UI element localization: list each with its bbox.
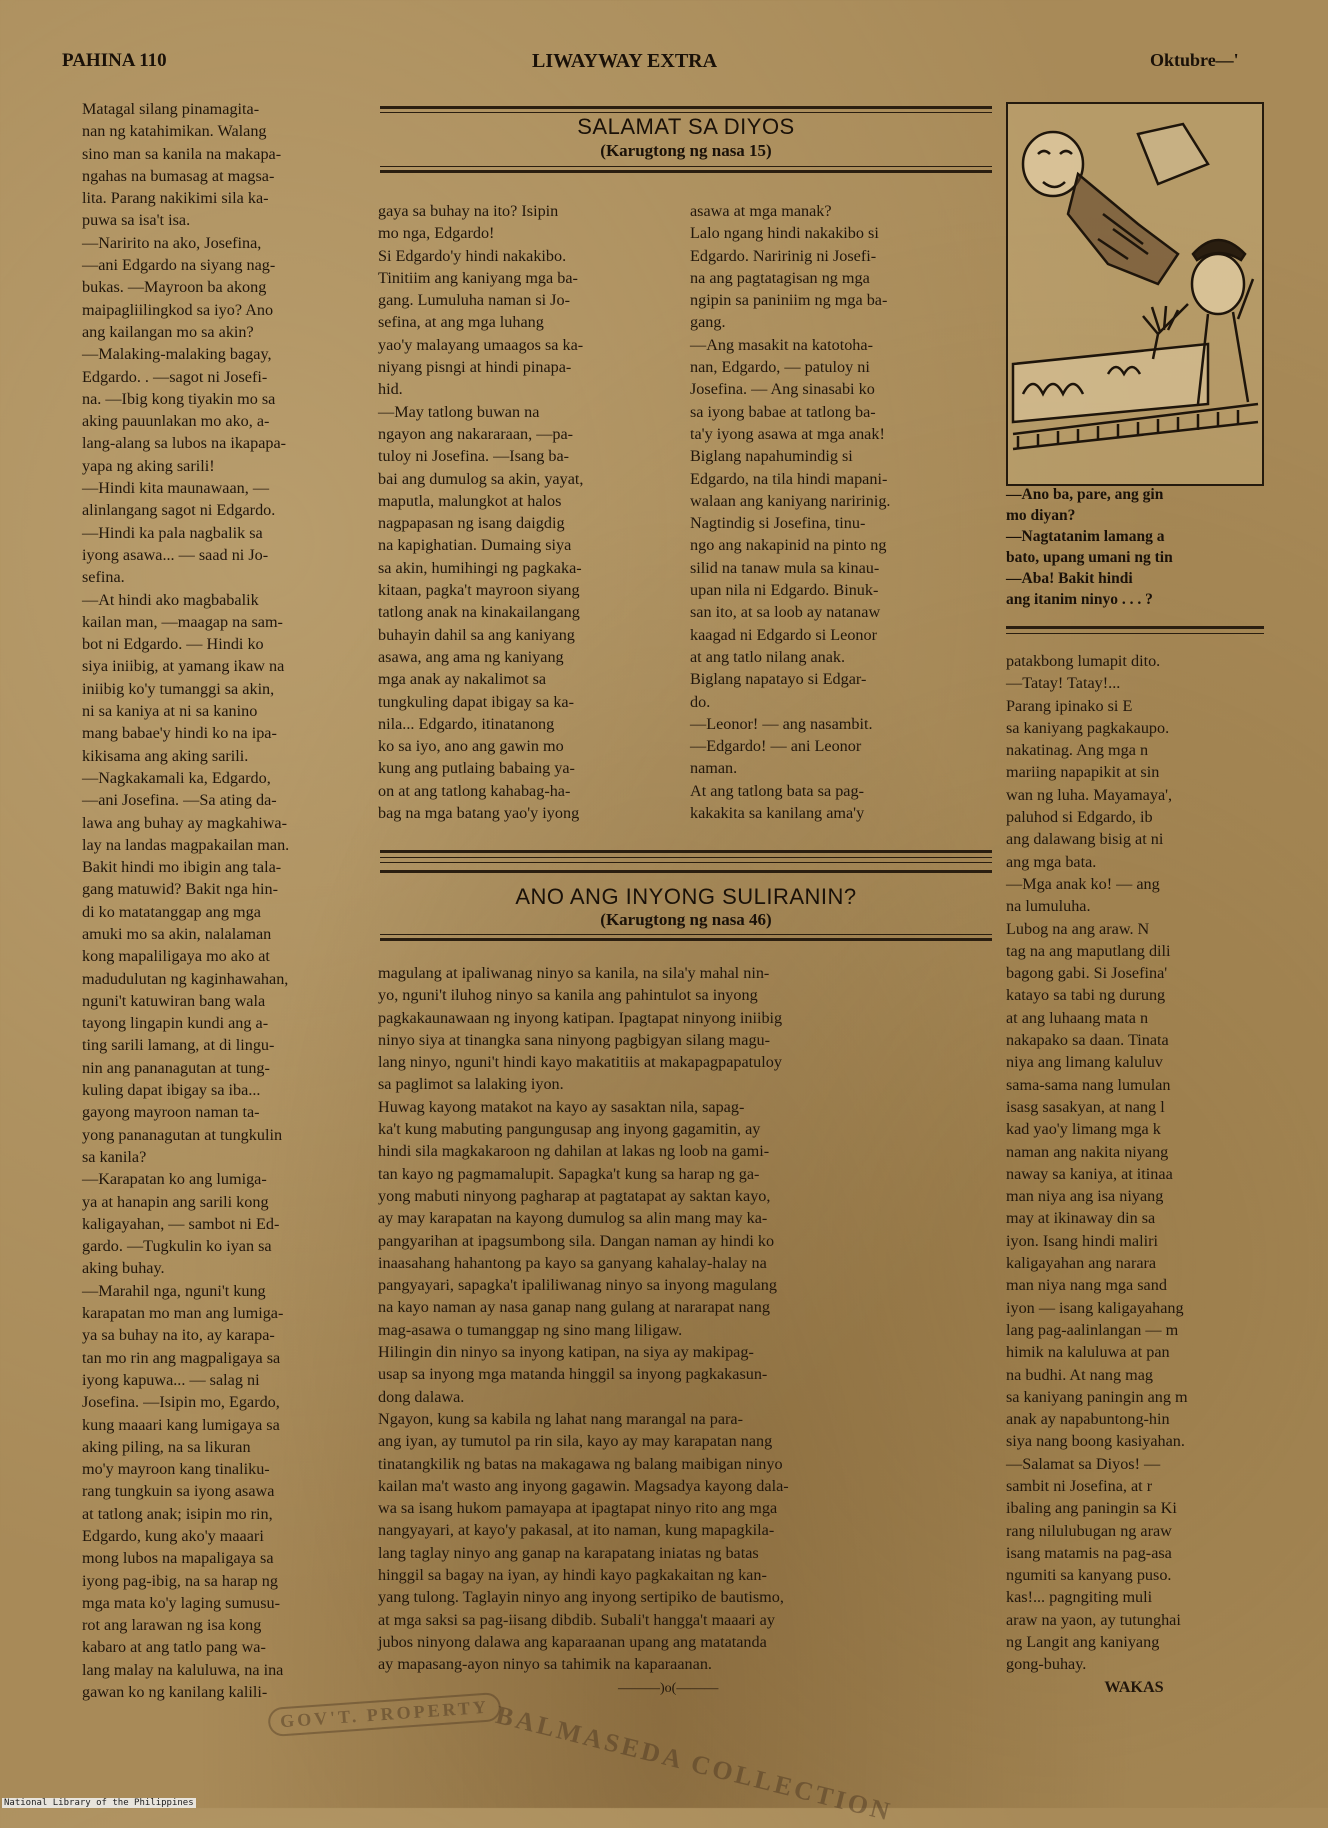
text-line: dong dalawa. — [378, 1387, 465, 1406]
text-line: yong pananagutan at tungkulin — [82, 1125, 283, 1144]
text-line: gang. Lumuluha naman si Jo- — [378, 291, 570, 310]
text-line: —ani Edgardo na siyang nag- — [82, 256, 276, 275]
text-line: lang-alang sa lubos na ikapapa- — [82, 434, 287, 453]
text-line: —Marahil nga, nguni't kung — [82, 1281, 266, 1300]
text-line: jubos ninyong dalawa ang kaparaanan upang ang matatanda — [378, 1632, 767, 1651]
text-line: yang tulong. Taglayin ninyo ang inyong sertipiko de bautismo, — [378, 1588, 784, 1607]
text-line: tinatangkilik ng batas na makagawa ng balang maibigan ninyo — [378, 1454, 783, 1473]
text-line: mariing napapikit at sin — [1006, 763, 1160, 782]
text-line: lita. Parang nakikimi sila ka- — [82, 189, 269, 208]
text-line: —Edgardo! — ani Leonor — [690, 737, 862, 756]
text-line: yong mabuti ninyong pagharap at pagtatapat ay saktan kayo, — [378, 1186, 771, 1205]
text-line: sa akin, humihingi ng pagkaka- — [378, 558, 582, 577]
text-line: Hilingin din ninyo sa inyong katipan, na siya ay makipag- — [378, 1343, 754, 1362]
text-line: kabaro at ang tatlo pang wa- — [82, 1638, 266, 1657]
text-line: na budhi. At nang mag — [1006, 1365, 1154, 1384]
library-footer: National Library of the Philippines — [4, 1798, 194, 1808]
text-line: ninyo siya at tinangka sana ninyong pagbigyan silang magu- — [378, 1030, 771, 1049]
text-line: —Hindi ka pala nagbalik sa — [82, 523, 263, 542]
text-line: —Karapatan ko ang lumiga- — [82, 1170, 267, 1189]
text-line: nagpapasan ng isang daigdig — [378, 514, 565, 533]
text-line: kailan man, —maagap na sam- — [82, 612, 283, 631]
text-line: Si Edgardo'y hindi nakakibo. — [378, 246, 567, 265]
text-line: puwa sa isa't isa. — [82, 211, 191, 230]
text-line: ta'y iyong asawa at mga anak! — [690, 424, 885, 443]
text-line: Josefina. —Isipin mo, Egardo, — [82, 1393, 280, 1412]
text-line: kakakita sa kanilang ama'y — [690, 804, 865, 823]
text-line: pagkakaunawaan ng inyong katipan. Ipagtapat ninyong iniibig — [378, 1008, 783, 1027]
text-line: wan ng luha. Mayamaya', — [1006, 785, 1173, 804]
text-line: buhayin dahil sa ang kaniyang — [378, 625, 575, 644]
text-line: iyong kapuwa... — salag ni — [82, 1370, 260, 1389]
text-line: ay may karapatan na kayong dumulog sa alin mang may ka- — [378, 1209, 768, 1228]
text-line: man niya ang isa niyang — [1006, 1187, 1164, 1206]
text-line: bot ni Edgardo. — Hindi ko — [82, 635, 264, 654]
text-line: ngayon ang nakararaan, —pa- — [378, 424, 574, 443]
text-line: at tatlong anak; isipin mo rin, — [82, 1504, 273, 1523]
text-line: rot ang larawan ng isa kong — [82, 1616, 262, 1635]
text-line: kas!... pagngiting muli — [1006, 1588, 1153, 1607]
text-line: WAKAS — [1104, 1677, 1164, 1696]
text-line: ang iyan, ay tumutol pa rin sila, kayo ay may karapatan nang — [378, 1432, 773, 1451]
text-line: iyon. Isang hindi maliri — [1006, 1231, 1158, 1250]
section-title-suliranin: ANO ANG INYONG SULIRANIN? — [515, 884, 857, 909]
text-line: rang tungkuin sa iyong asawa — [82, 1482, 275, 1501]
text-line: pangyarihan at ipagsumbong sila. Dangan naman ay hindi ko — [378, 1231, 775, 1250]
text-line: isasg sasakyan, at nang l — [1006, 1097, 1165, 1116]
text-line: sa kaniyang pagkakaupo. — [1006, 718, 1170, 737]
text-line: ang kailangan mo sa akin? — [82, 322, 254, 341]
text-line: madudulutan ng kaginhawahan, — [82, 969, 289, 988]
text-line: sefina, at ang mga luhang — [378, 313, 544, 332]
text-line: naway sa kaniya, at itinaa — [1006, 1164, 1173, 1183]
text-line: mga mata ko'y laging sumusu- — [82, 1593, 281, 1612]
text-line: ngipin sa paniniim ng mga ba- — [690, 291, 888, 310]
text-line: niya ang limang kaluluv — [1006, 1053, 1163, 1072]
text-line: kuling dapat ibigay sa iba... — [82, 1081, 261, 1100]
text-line: himik na kaluluwa at pan — [1006, 1343, 1170, 1362]
text-line: araw na yaon, ay tutunghai — [1006, 1610, 1181, 1629]
text-line: lay na landas magpakailan man. — [82, 835, 290, 854]
divider — [1006, 626, 1264, 629]
text-line: ngahas na bumasag at magsa- — [82, 166, 275, 185]
text-line: nangyayari, at kayo'y pakasal, at ito naman, kung mapagkila- — [378, 1521, 775, 1540]
text-line: Parang ipinako si E — [1006, 696, 1133, 715]
text-line: amuki mo sa akin, nalalaman — [82, 924, 272, 943]
text-line: magulang at ipaliwanag ninyo sa kanila, na sila'y mahal nin- — [378, 964, 770, 982]
text-line: sa paglimot sa lalaking iyon. — [378, 1075, 564, 1094]
cartoon-caption — [1006, 484, 1262, 610]
text-line: sa kanila? — [82, 1147, 147, 1166]
text-line: may at ikinaway din sa — [1006, 1209, 1156, 1228]
text-line: bai ang dumulog sa akin, yayat, — [378, 469, 584, 488]
text-line: Biglang napahumindig si — [690, 447, 853, 466]
text-line: —Nagkakamali ka, Edgardo, — [82, 768, 271, 787]
text-line: tan kayo ng pagmamalupit. Sapagka't kung sa harap ng ga- — [378, 1164, 760, 1183]
text-line: siya nang boong kasiyahan. — [1006, 1432, 1185, 1451]
text-line: kaligayahan, — sambot ni Ed- — [82, 1214, 280, 1233]
text-line: nin ang pananagutan at tung- — [82, 1058, 270, 1077]
text-line: Edgardo. . —sagot ni Josefi- — [82, 367, 268, 386]
magazine-title: LIWAYWAY EXTRA — [532, 50, 718, 72]
text-line: asawa, ang ama ng kaniyang — [378, 647, 564, 666]
text-line: —At hindi ako magbabalik — [82, 590, 259, 609]
text-line: mo'y mayroon kang tinaliku- — [82, 1460, 270, 1479]
text-line: wa sa isang hukom pamayapa at ipagtapat ninyo rito ang mga — [378, 1499, 778, 1518]
text-line: Biglang napatayo si Edgar- — [690, 670, 867, 689]
text-line: ibaling ang paningin sa Ki — [1006, 1499, 1177, 1518]
text-line: yao'y malayang umaagos sa ka- — [378, 335, 584, 354]
text-line: tatlong anak na kinakailangang — [378, 603, 580, 622]
text-line: Lalo ngang hindi nakakibo si — [690, 224, 879, 243]
text-line: gardo. —Tugkulin ko iyan sa — [82, 1237, 272, 1256]
text-line: nan, Edgardo, — patuloy ni — [690, 358, 870, 377]
caption-line: —Ano ba, pare, ang gin — [1006, 486, 1164, 503]
text-line: gayong mayroon naman ta- — [82, 1103, 260, 1122]
text-line: yo, nguni't iluhog ninyo sa kanila ang pahintulot sa inyong — [378, 986, 758, 1005]
text-line: bag na mga batang yao'y iyong — [378, 804, 580, 823]
text-line: —Malaking-malaking bagay, — [82, 345, 272, 364]
text-line: bagong gabi. Si Josefina' — [1006, 964, 1168, 983]
text-line: Matagal silang pinamagita- — [82, 100, 260, 118]
text-line: na kayo naman ay nasa ganap nang gulang at nararapat nang — [378, 1298, 770, 1317]
text-line: inaasahang hahantong pa kayo sa ganyang kahalay-halay na — [378, 1253, 767, 1272]
text-line: sefina. — [82, 568, 125, 587]
cartoon-illustration — [1008, 104, 1262, 484]
text-line: nakapako sa daan. Tinata — [1006, 1031, 1169, 1050]
text-line: Edgardo, kung ako'y maaari — [82, 1527, 264, 1545]
divider — [1006, 633, 1264, 634]
text-line: silid na tanaw mula sa kinau- — [690, 558, 880, 577]
text-line: at ang tatlo nilang anak. — [690, 647, 846, 666]
text-line: man niya nang mga sand — [1006, 1276, 1167, 1295]
divider — [380, 170, 992, 173]
text-line: lawa ang buhay ay magkahiwa- — [82, 813, 287, 832]
text-line: aking buhay. — [82, 1259, 165, 1278]
text-line: mang babae'y hindi ko na ipa- — [82, 724, 277, 743]
divider — [380, 938, 992, 941]
text-line: nila... Edgardo, itinatanong — [378, 714, 555, 733]
issue-month: Oktubre—' — [1150, 50, 1239, 70]
text-line: ang dalawang bisig at ni — [1006, 830, 1164, 849]
text-line: lang ninyo, nguni't hindi kayo makatitiis at makapagpapatuloy — [378, 1053, 782, 1072]
text-line: usap sa inyong mga matanda hinggil sa inyong pagkakasun- — [378, 1365, 768, 1384]
text-line: yapa ng aking sarili! — [82, 456, 215, 475]
text-line: gang. — [690, 313, 726, 332]
end-mark: ———)o(——— — [618, 1681, 719, 1696]
text-line: sa iyong babae at tatlong ba- — [690, 402, 876, 421]
text-line: nan ng katahimikan. Walang — [82, 122, 267, 141]
text-line: —Hindi kita maunawaan, — — [82, 479, 270, 498]
text-line: kailan ma't wasto ang inyong gagawin. Magsadya kayong dala- — [378, 1476, 789, 1495]
text-line: san ito, at sa loob ay natanaw — [690, 603, 881, 622]
text-line: hinggil sa bagay na iyan, ay hindi kayo pagkakaitan ng kan- — [378, 1566, 767, 1585]
text-line: bukas. —Mayroon ba akong — [82, 278, 267, 297]
text-line: iniibig ko'y tumanggi sa akin, — [82, 679, 275, 698]
text-line: mag-asawa o tumanggap ng sino mang liligaw. — [378, 1320, 683, 1339]
text-line: na. —Ibig kong tiyakin mo sa — [82, 389, 276, 408]
text-line: anak ay napabuntong-hin — [1006, 1410, 1170, 1429]
text-line: ngo ang nakapinid na pinto ng — [690, 536, 887, 555]
text-line: tayong lingapin kundi ang a- — [82, 1014, 269, 1033]
text-line: Edgardo. Naririnig ni Josefi- — [690, 246, 877, 265]
text-line: tan mo rin ang magpaligaya sa — [82, 1348, 281, 1367]
text-line: —Ang masakit na katotoha- — [690, 335, 873, 354]
text-line: At ang tatlong bata sa pag- — [690, 781, 864, 800]
text-line: pangyayari, sapagka't ipaliliwanag ninyo sa inyong magulang — [378, 1276, 777, 1295]
text-line: Lubog na ang araw. N — [1006, 919, 1150, 938]
text-line: nguni't katuwiran bang wala — [82, 991, 266, 1010]
divider — [380, 112, 992, 113]
text-line: hid. — [378, 380, 403, 399]
text-line: maputla, malungkot at halos — [378, 491, 562, 510]
text-line: gong-buhay. — [1006, 1655, 1087, 1674]
text-line: aking pauunlakan mo ako, a- — [82, 412, 270, 431]
text-line: iyon — isang kaligayahang — [1006, 1298, 1184, 1317]
text-line: Josefina. — Ang sinasabi ko — [690, 380, 875, 399]
text-line: —Naririto na ako, Josefina, — [82, 233, 262, 252]
text-line: gaya sa buhay na ito? Isipin — [378, 202, 559, 220]
text-line: ang mga bata. — [1006, 852, 1097, 871]
text-line: tag na ang maputlang dili — [1006, 941, 1171, 960]
caption-line: —Aba! Bakit hindi — [1006, 570, 1133, 587]
text-line: na ang pagtatagisan ng mga — [690, 268, 870, 287]
text-line: naman ang nakita niyang — [1006, 1142, 1169, 1161]
caption-line: bato, upang umani ng tin — [1006, 549, 1173, 566]
text-line: ya at hanapin ang sarili kong — [82, 1192, 269, 1211]
text-line: —ani Josefina. —Sa ating da- — [82, 791, 277, 810]
text-line: kung ang putlaing babaing ya- — [378, 759, 575, 778]
section-subtitle-suliranin: (Karugtong ng nasa 46) — [600, 910, 772, 929]
text-line: na kapighatian. Dumaing siya — [378, 536, 572, 555]
story-column-3 — [690, 200, 990, 824]
text-line: on at ang tatlong kahabag-ha- — [378, 781, 571, 800]
text-line: asawa at mga manak? — [690, 202, 832, 220]
caption-line: mo diyan? — [1006, 507, 1076, 524]
text-line: aking piling, na sa likuran — [82, 1437, 251, 1456]
advice-column-text — [378, 962, 993, 1676]
text-line: niyang pisngi at hindi pinapa- — [378, 358, 572, 377]
govt-property-stamp: GOV'T. PROPERTY — [267, 1692, 502, 1737]
text-line: mga anak ay nakalimot sa — [378, 670, 547, 689]
section-title-salamat: SALAMAT SA DIYOS — [577, 114, 795, 139]
text-line: Nagtindig si Josefina, tinu- — [690, 514, 866, 533]
text-line: karapatan mo man ang lumiga- — [82, 1304, 284, 1323]
text-line: sino man sa kanila na makapa- — [82, 144, 282, 163]
caption-line: —Nagtatanim lamang a — [1006, 528, 1165, 545]
text-line: hindi sila magkakaroon ng dahilan at lakas ng loob na gami- — [378, 1142, 770, 1161]
text-line: Ngayon, kung sa kabila ng lahat nang marangal na para- — [378, 1409, 743, 1428]
text-line: kaligayahan ang narara — [1006, 1254, 1157, 1273]
text-line: tungkuling dapat ibigay sa ka- — [378, 692, 575, 711]
text-line: ya sa buhay na ito, ay karapa- — [82, 1326, 275, 1345]
text-line: sa kaniyang paningin ang m — [1006, 1387, 1188, 1406]
text-line: nakatinag. Ang mga n — [1006, 741, 1149, 760]
divider — [380, 857, 992, 858]
text-line: iyong pag-ibig, na sa harap ng — [82, 1571, 278, 1590]
text-line: Tinitiim ang kaniyang mga ba- — [378, 268, 578, 287]
text-line: do. — [690, 692, 711, 711]
divider — [380, 106, 992, 109]
text-line: alinlangang sagot ni Edgardo. — [82, 501, 276, 520]
balmaseda-collection-stamp: BALMASEDA COLLECTION — [492, 1700, 896, 1827]
text-line: ay mapasang-ayon ninyo sa tahimik na kaparaanan. — [378, 1655, 712, 1674]
divider — [380, 862, 992, 863]
text-line: di ko matatanggap ang mga — [82, 902, 261, 921]
divider — [380, 850, 992, 853]
divider — [380, 166, 992, 167]
text-line: paluhod si Edgardo, ib — [1006, 808, 1153, 827]
text-line: kad yao'y limang mga k — [1006, 1120, 1161, 1139]
text-line: kong mapaliligaya mo ako at — [82, 947, 270, 966]
text-line: maipagliilingkod sa iyo? Ano — [82, 300, 274, 319]
text-line: Bakit hindi mo ibigin ang tala- — [82, 858, 282, 877]
text-line: na lumuluha. — [1006, 897, 1091, 916]
text-line: isang matamis na pag-asa — [1006, 1543, 1172, 1562]
text-line: lang taglay ninyo ang ganap na karapatang iniatas ng batas — [378, 1543, 759, 1562]
text-line: walaan ang kaniyang naririnig. — [690, 491, 891, 510]
text-line: lang pag-aalinlangan — m — [1006, 1320, 1179, 1339]
text-line: Huwag kayong matakot na kayo ay sasaktan nila, sapag- — [378, 1097, 745, 1116]
divider — [380, 934, 992, 935]
text-line: tuloy ni Josefina. —Isang ba- — [378, 447, 570, 466]
text-line: —Mga anak ko! — ang — [1006, 874, 1160, 893]
cartoon-panel — [1006, 102, 1264, 486]
text-line: gawan ko ng kanilang kalili- — [82, 1683, 268, 1702]
text-line: ngumiti sa kanyang puso. — [1006, 1566, 1172, 1585]
text-line: —May tatlong buwan na — [378, 402, 540, 421]
text-line: mong lubos na mapaligaya sa — [82, 1549, 274, 1568]
text-line: katayo sa tabi ng durung — [1006, 986, 1166, 1005]
text-line: rang nilulubugan ng araw — [1006, 1521, 1172, 1540]
text-line: kung maaari kang lumigaya sa — [82, 1415, 280, 1434]
text-line: ting sarili lamang, at di lingu- — [82, 1036, 275, 1055]
text-line: at ang luhaang mata n — [1006, 1008, 1149, 1027]
story-column-4 — [1006, 650, 1262, 1698]
text-line: sama-sama nang lumulan — [1006, 1075, 1171, 1094]
text-line: patakbong lumapit dito. — [1006, 652, 1161, 670]
divider — [380, 870, 992, 873]
text-line: —Leonor! — ang nasambit. — [690, 714, 873, 733]
text-line: siya iniibig, at yamang ikaw na — [82, 657, 285, 676]
text-line: Edgardo, na tila hindi mapani- — [690, 469, 888, 488]
text-line: —Tatay! Tatay!... — [1006, 674, 1121, 693]
story-column-2 — [378, 200, 674, 824]
page-number: PAHINA 110 — [62, 50, 167, 71]
text-line: kaagad ni Edgardo si Leonor — [690, 625, 877, 644]
text-line: gang matuwid? Bakit nga hin- — [82, 880, 279, 899]
text-line: at mga saksi sa pag-iisang dibdib. Subali't hangga't maaari ay — [378, 1610, 775, 1629]
text-line: iyong asawa... — saad ni Jo- — [82, 545, 269, 564]
story-column-1 — [82, 98, 362, 1703]
text-line: ni sa kaniya at ni sa kanino — [82, 702, 258, 721]
text-line: —Salamat sa Diyos! — — [1006, 1454, 1161, 1473]
text-line: lang malay na kaluluwa, na ina — [82, 1660, 284, 1679]
section-subtitle-salamat: (Karugtong ng nasa 15) — [600, 141, 772, 160]
text-line: ng Langit ang kaniyang — [1006, 1633, 1160, 1652]
text-line: kitaan, pagka't mayroon siyang — [378, 581, 580, 600]
caption-line: ang itanim ninyo . . . ? — [1006, 591, 1153, 608]
text-line: naman. — [690, 759, 738, 778]
text-line: ka't kung mabuting pangungusap ang inyong gagamitin, ay — [378, 1120, 761, 1139]
text-line: ko sa iyo, ano ang gawin mo — [378, 737, 564, 756]
text-line: kikisama ang aking sarili. — [82, 746, 249, 765]
text-line: upan nila ni Edgardo. Binuk- — [690, 581, 879, 600]
text-line: mo nga, Edgardo! — [378, 224, 495, 243]
text-line: sambit ni Josefina, at r — [1006, 1476, 1153, 1495]
